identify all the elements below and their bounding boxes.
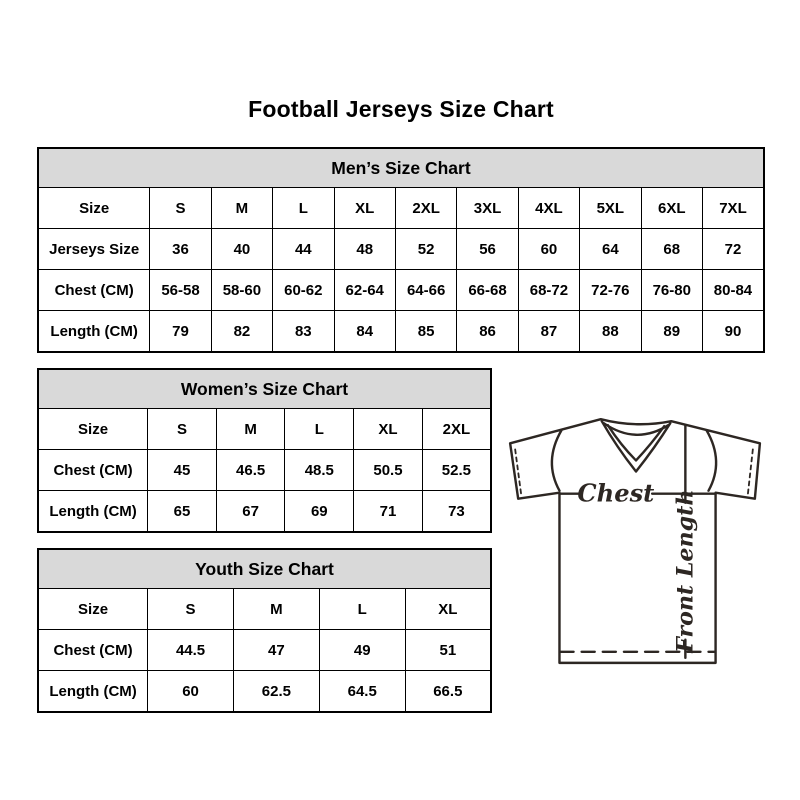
value-cell: 66.5 [405, 671, 491, 713]
table-row [38, 630, 491, 671]
value-cell: 62.5 [233, 671, 319, 713]
value-cell: 48 [334, 229, 395, 270]
value-cell: 36 [150, 229, 211, 270]
row-label-cell: Chest (CM) [38, 450, 148, 491]
youth-table-title: Youth Size Chart [38, 549, 491, 589]
table-row [38, 450, 491, 491]
value-cell: 50.5 [354, 450, 423, 491]
row-label-cell: Jerseys Size [38, 229, 150, 270]
value-cell: 48.5 [285, 450, 354, 491]
value-cell: 44 [273, 229, 334, 270]
value-cell: 85 [395, 311, 456, 353]
front-length-label: Front Length [672, 489, 699, 653]
table-row [38, 491, 491, 533]
jersey-outline [510, 419, 760, 663]
value-cell: 76-80 [641, 270, 702, 311]
value-cell: 62-64 [334, 270, 395, 311]
value-cell: M [216, 409, 285, 450]
jersey-measurement-diagram [501, 397, 767, 679]
value-cell: 82 [211, 311, 272, 353]
value-cell: 87 [518, 311, 579, 353]
value-cell: 56 [457, 229, 518, 270]
value-cell: 89 [641, 311, 702, 353]
value-cell: 47 [233, 630, 319, 671]
value-cell: 72 [702, 229, 764, 270]
value-cell: 2XL [422, 409, 491, 450]
row-label-cell: Length (CM) [38, 491, 148, 533]
value-cell: 7XL [702, 188, 764, 229]
value-cell: 80-84 [702, 270, 764, 311]
row-label-cell: Size [38, 409, 148, 450]
value-cell: 65 [148, 491, 217, 533]
value-cell: 88 [580, 311, 641, 353]
value-cell: 5XL [580, 188, 641, 229]
value-cell: 83 [273, 311, 334, 353]
row-label-cell: Chest (CM) [38, 630, 148, 671]
row-label-cell: Size [38, 589, 148, 630]
value-cell: 52.5 [422, 450, 491, 491]
chest-label: Chest [577, 478, 655, 508]
value-cell: 46.5 [216, 450, 285, 491]
value-cell: S [148, 409, 217, 450]
table-row [38, 229, 764, 270]
youth-size-chart-table [37, 548, 492, 713]
value-cell: 58-60 [211, 270, 272, 311]
womens-size-chart-table [37, 368, 492, 533]
table-row [38, 671, 491, 713]
value-cell: 52 [395, 229, 456, 270]
value-cell: 68 [641, 229, 702, 270]
mens-size-chart-table [37, 147, 765, 353]
value-cell: 86 [457, 311, 518, 353]
value-cell: S [150, 188, 211, 229]
row-label-cell: Length (CM) [38, 311, 150, 353]
value-cell: L [319, 589, 405, 630]
value-cell: 56-58 [150, 270, 211, 311]
value-cell: 3XL [457, 188, 518, 229]
value-cell: 64.5 [319, 671, 405, 713]
value-cell: M [233, 589, 319, 630]
value-cell: 44.5 [148, 630, 234, 671]
value-cell: 72-76 [580, 270, 641, 311]
value-cell: XL [334, 188, 395, 229]
value-cell: 45 [148, 450, 217, 491]
value-cell: L [273, 188, 334, 229]
value-cell: 60 [148, 671, 234, 713]
value-cell: 73 [422, 491, 491, 533]
womens-table [37, 368, 492, 533]
value-cell: 79 [150, 311, 211, 353]
row-label-cell: Length (CM) [38, 671, 148, 713]
table-row [38, 409, 491, 450]
value-cell: 64-66 [395, 270, 456, 311]
table-row [38, 589, 491, 630]
row-label-cell: Size [38, 188, 150, 229]
value-cell: 90 [702, 311, 764, 353]
womens-table-title: Women’s Size Chart [38, 369, 491, 409]
value-cell: L [285, 409, 354, 450]
value-cell: 40 [211, 229, 272, 270]
value-cell: M [211, 188, 272, 229]
value-cell: 84 [334, 311, 395, 353]
value-cell: 60 [518, 229, 579, 270]
mens-table-title: Men’s Size Chart [38, 148, 764, 188]
value-cell: 49 [319, 630, 405, 671]
value-cell: 60-62 [273, 270, 334, 311]
value-cell: 71 [354, 491, 423, 533]
table-row [38, 311, 764, 353]
value-cell: 68-72 [518, 270, 579, 311]
value-cell: 4XL [518, 188, 579, 229]
table-row [38, 270, 764, 311]
table-row [38, 188, 764, 229]
page-title: Football Jerseys Size Chart [248, 96, 554, 122]
value-cell: 69 [285, 491, 354, 533]
value-cell: XL [405, 589, 491, 630]
value-cell: 51 [405, 630, 491, 671]
mens-table [37, 147, 765, 353]
value-cell: S [148, 589, 234, 630]
youth-table [37, 548, 492, 713]
value-cell: 6XL [641, 188, 702, 229]
value-cell: 66-68 [457, 270, 518, 311]
value-cell: 67 [216, 491, 285, 533]
row-label-cell: Chest (CM) [38, 270, 150, 311]
value-cell: 64 [580, 229, 641, 270]
value-cell: XL [354, 409, 423, 450]
value-cell: 2XL [395, 188, 456, 229]
